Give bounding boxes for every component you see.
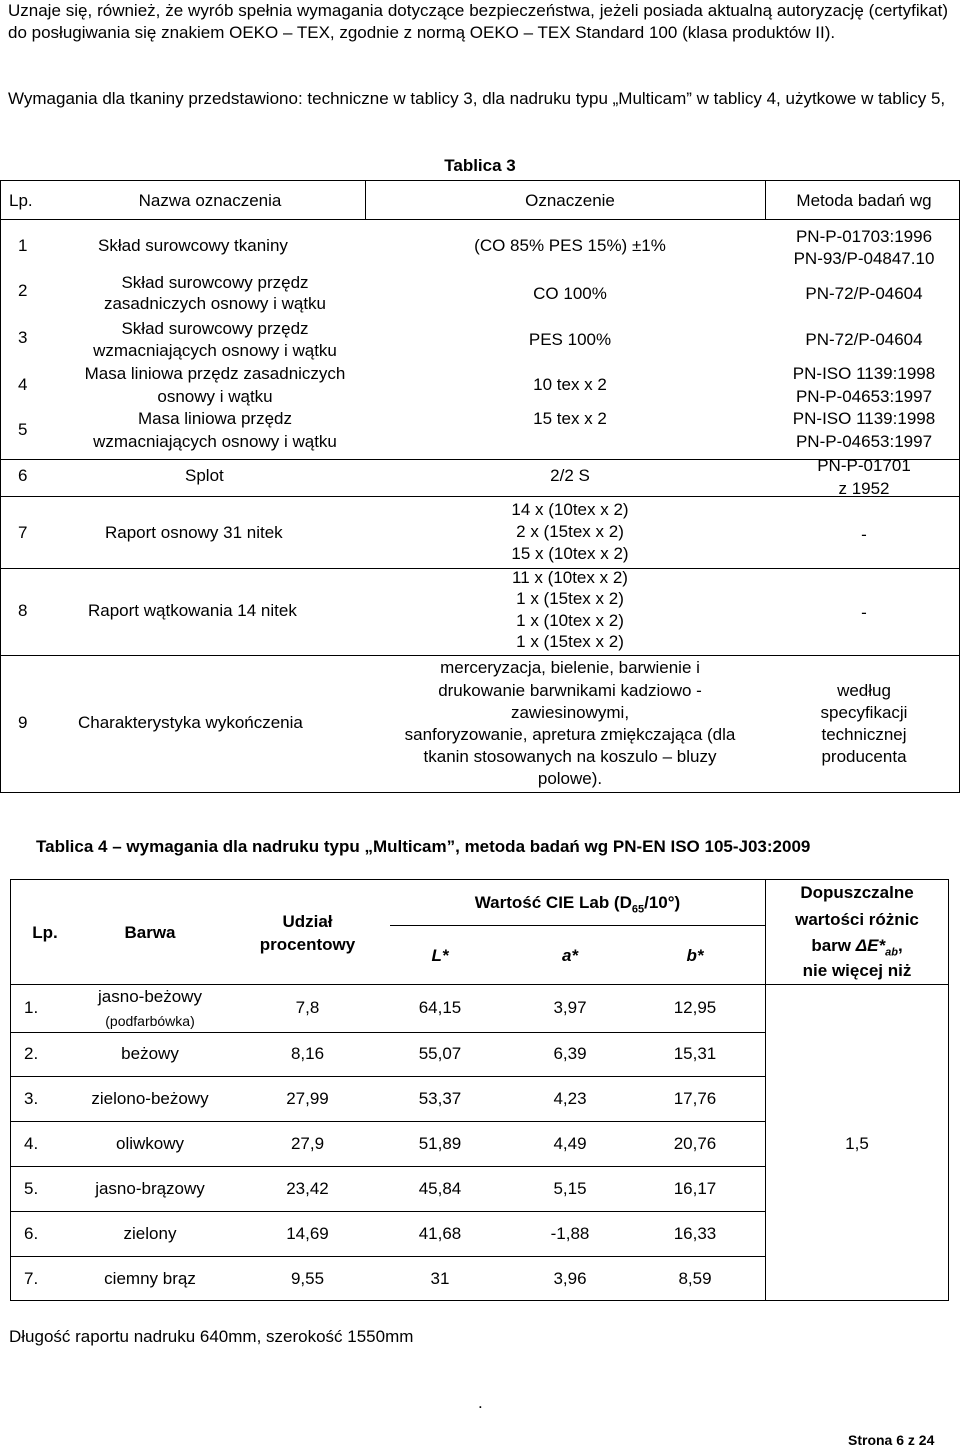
tolerance-value: 1,5: [845, 1134, 869, 1153]
intro-paragraph-1: Uznaje się, również, że wyrób spełnia wymagania dotyczące bezpieczeństwa, jeżeli posiada aktualną autoryzację (certyfikat) do posługiwania się znakiem OEKO – TEX, zgodnie z normą OEKO – TEX Standard 100 (klasa produktów II).: [8, 1, 948, 42]
t4-header-dop-2: wartości różnic: [795, 910, 919, 929]
t4-header-dop-1: Dopuszczalne: [800, 883, 914, 902]
t4-header-L: L*: [431, 946, 449, 965]
t4-header-cie: Wartość CIE Lab $(D_{65}/10^\circ)$: [474, 893, 681, 916]
page-number: Strona 6 z 24: [848, 1432, 935, 1448]
t4-header-dop-3: barw $\Delta E*_{ab}$,: [811, 936, 903, 959]
header-value: Oznaczenie: [525, 191, 615, 210]
t4-header-dop-4: nie więcej niż: [802, 961, 912, 980]
report-length-note: Długość raportu nadruku 640mm, szerokość 1550mm: [9, 1327, 414, 1346]
header-name: Nazwa oznaczenia: [138, 191, 282, 210]
header-method: Metoda badań wg: [796, 191, 932, 210]
intro-paragraph-2: Wymagania dla tkaniny przedstawiono: techniczne w tablicy 3, dla nadruku typu „Multicam” w tablicy 4, użytkowe w tablicy 5,: [8, 89, 946, 108]
t4-header-udzial-1: Udział: [282, 912, 333, 931]
stray-dot: .: [478, 1393, 483, 1412]
table-3-title: Tablica 3: [444, 156, 516, 175]
table-4-title: Tablica 4 – wymagania dla nadruku typu „Multicam”, metoda badań wg PN-EN ISO 105-J03:2009: [36, 837, 811, 856]
t4-header-a: a*: [561, 946, 579, 965]
t4-header-b: b*: [686, 946, 704, 965]
t4-header-barwa: Barwa: [124, 923, 176, 942]
header-lp: Lp.: [9, 191, 33, 210]
t4-header-udzial-2: procentowy: [259, 935, 356, 954]
t4-header-lp: Lp.: [32, 923, 58, 942]
